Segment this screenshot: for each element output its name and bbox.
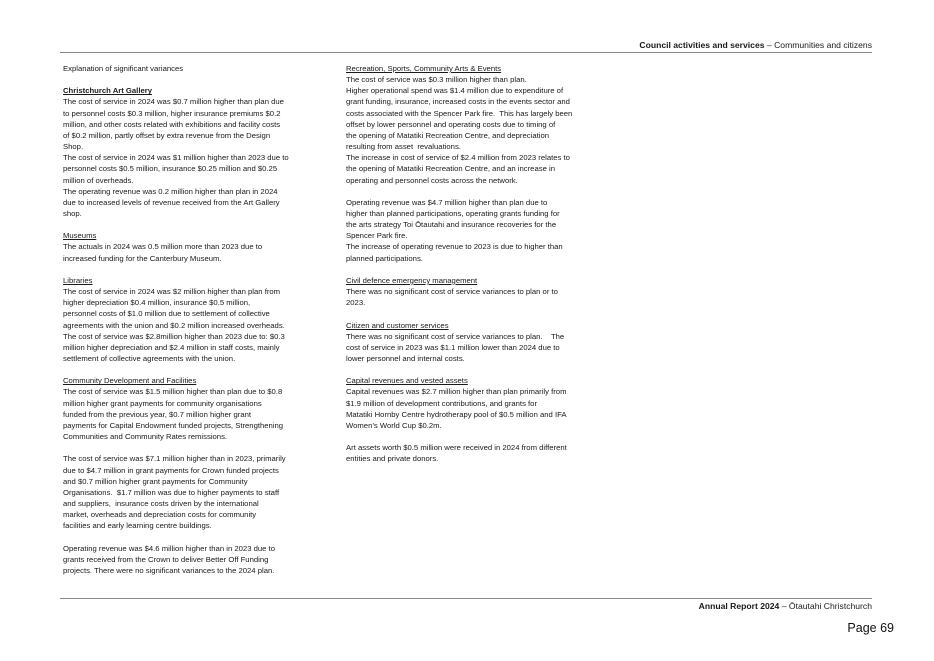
left-column xyxy=(63,63,313,576)
text-line: shop. xyxy=(63,209,82,219)
page-footer xyxy=(60,600,872,612)
intro-heading: Explanation of significant variances xyxy=(63,64,184,73)
text-line: higher than planned participations, operating grants funding for xyxy=(346,209,560,219)
text-line: Women’s World Cup $0.2m. xyxy=(346,420,442,430)
text-line: The cost of service in 2024 was $2 million higher than plan from xyxy=(63,287,281,297)
community-development-para-3 xyxy=(63,543,313,576)
text-line: the opening of Matatiki Recreation Centre, and an increase in xyxy=(346,164,555,174)
text-line: Operating revenue was $4.7 million higher than plan due to xyxy=(346,197,548,207)
community-development-para-1 xyxy=(63,386,313,442)
text-line: The cost of service was $7.1 million higher than in 2023, primarily xyxy=(63,454,286,464)
text-line: grant funding, insurance, increased costs in the events sector and xyxy=(346,97,570,107)
text-line: The cost of service was $0.3 million higher than plan. xyxy=(346,75,527,85)
text-line: The actuals in 2024 was 0.5 million more than 2023 due to xyxy=(63,242,263,252)
text-line: The cost of service in 2024 was $0.7 million higher than plan due xyxy=(63,97,284,107)
text-line: million, and other costs related with exhibitions and facility costs xyxy=(63,119,281,129)
text-line: operating and personnel costs across the network. xyxy=(346,175,518,185)
text-line: The cost of service was $1.5 million higher than plan due to $0.8 xyxy=(63,387,283,397)
text-line: personnel costs of $1.0 million due to settlement of collective xyxy=(63,309,270,319)
header-section: Council activities and services xyxy=(639,40,765,50)
text-line: settlement of collective agreements with the union. xyxy=(63,354,236,364)
community-development-heading: Community Development and Facilities xyxy=(63,376,197,386)
text-line: higher depreciation $0.4 million, insurance $0.5 million, xyxy=(63,298,251,308)
art-gallery-body xyxy=(63,96,313,219)
community-development-para-2 xyxy=(63,453,313,531)
text-line: Spencer Park fire. xyxy=(346,231,408,241)
text-line: and suppliers, insurance costs driven by the international xyxy=(63,499,259,509)
civil-defence-body xyxy=(346,286,596,308)
recreation-para-2 xyxy=(346,197,596,264)
text-line: Operating revenue was $4.6 million higher than in 2023 due to xyxy=(63,543,275,553)
text-line: million of overheads. xyxy=(63,175,134,185)
text-line: The increase of operating revenue to 2023 is due to higher than xyxy=(346,242,563,252)
text-line: Art assets worth $0.5 million were received in 2024 from different xyxy=(346,443,567,453)
text-line: Higher operational spend was $1.4 million due to expenditure of xyxy=(346,86,564,96)
text-line: lower personnel and internal costs. xyxy=(346,354,465,364)
civil-defence-heading: Civil defence emergency management xyxy=(346,275,478,285)
text-line: due to $4.7 million in grant payments for Crown funded projects xyxy=(63,465,279,475)
text-line: planned participations. xyxy=(346,253,423,263)
capital-revenues-para-1 xyxy=(346,386,596,431)
capital-revenues-heading: Capital revenues and vested assets xyxy=(346,376,468,386)
text-line: resulting from asset revaluations. xyxy=(346,142,461,152)
libraries-heading: Libraries xyxy=(63,275,93,285)
text-line: payments for Capital Endowment funded projects, Strengthening xyxy=(63,420,284,430)
text-line: market, overheads and depreciation costs for community xyxy=(63,510,257,520)
recreation-heading: Recreation, Sports, Community Arts & Events xyxy=(346,64,502,73)
text-line: increased funding for the Canterbury Museum. xyxy=(63,253,222,263)
text-line: projects. There were no significant variances to the 2024 plan. xyxy=(63,565,275,575)
text-line: The cost of service was $2.8million higher than 2023 due to: $0.3 xyxy=(63,331,285,341)
text-line: grants received from the Crown to deliver Better Off Funding xyxy=(63,554,269,564)
art-gallery-heading: Christchurch Art Gallery xyxy=(63,86,152,96)
text-line: Organisations. $1.7 million was due to higher payments to staff xyxy=(63,487,280,497)
text-line: $1.9 million of development contributions, and grants for xyxy=(346,398,538,408)
text-line: the arts strategy Toi Ōtautahi and insurance recoveries for the xyxy=(346,220,557,230)
recreation-para-1 xyxy=(346,74,596,186)
text-line: 2023. xyxy=(346,298,366,308)
text-line: to personnel costs $0.3 million, higher insurance premiums $0.2 xyxy=(63,108,281,118)
citizen-services-heading: Citizen and customer services xyxy=(346,320,449,330)
text-line: Shop. xyxy=(63,142,84,152)
text-line: Matatiki Hornby Centre hydrotherapy pool of $0.5 million and IFA xyxy=(346,409,567,419)
right-column xyxy=(346,63,596,465)
capital-revenues-para-2 xyxy=(346,442,596,464)
text-line: and $0.7 million higher grant payments for Community xyxy=(63,476,248,486)
text-line: Capital revenues was $2.7 million higher than plan primarily from xyxy=(346,387,567,397)
text-line: facilities and early learning centre buildings. xyxy=(63,521,212,531)
text-line: million higher grant payments for community organisations xyxy=(63,398,262,408)
footer-report: Annual Report 2024 xyxy=(698,601,780,611)
header-subsection: Communities and citizens xyxy=(774,40,872,50)
text-line: Communities and Community Rates remissions. xyxy=(63,432,228,442)
text-line: costs associated with the Spencer Park fire. This has largely been xyxy=(346,108,573,118)
text-line: The cost of service in 2024 was $1 million higher than 2023 due to xyxy=(63,153,289,163)
museums-heading: Museums xyxy=(63,231,97,241)
footer-separator: – xyxy=(779,601,789,611)
footer-rule xyxy=(60,598,872,599)
text-line: There was no significant cost of service variances to plan or to xyxy=(346,287,558,297)
museums-body xyxy=(63,241,313,263)
text-line: funded from the previous year, $0.7 million higher grant xyxy=(63,409,252,419)
text-line: due to increased levels of revenue received from the Art Gallery xyxy=(63,197,280,207)
text-line: There was no significant cost of service variances to plan. The xyxy=(346,331,565,341)
footer-city: Ōtautahi Christchurch xyxy=(788,601,872,611)
text-line: personnel costs $0.5 million, insurance $0.25 million and $0.25 xyxy=(63,164,278,174)
page-number: Page 69 xyxy=(847,621,894,635)
header-rule xyxy=(60,52,872,53)
citizen-services-body xyxy=(346,331,596,364)
text-line: of $0.2 million, partly offset by extra revenue from the Design xyxy=(63,130,271,140)
text-line: The operating revenue was 0.2 million higher than plan in 2024 xyxy=(63,186,278,196)
page-header xyxy=(60,39,872,51)
text-line: The increase in cost of service of $2.4 million from 2023 relates to xyxy=(346,153,570,163)
libraries-body xyxy=(63,286,313,364)
text-line: agreements with the union and $0.2 million increased overheads. xyxy=(63,320,285,330)
text-line: the opening of Matatiki Recreation Centre, and depreciation xyxy=(346,130,549,140)
text-line: million higher depreciation and $2.4 million in staff costs, mainly xyxy=(63,342,280,352)
text-line: entities and private donors. xyxy=(346,454,439,464)
text-line: offset by lower personnel and operating costs due to timing of xyxy=(346,119,556,129)
text-line: cost of service in 2023 was $1.1 million lower than 2024 due to xyxy=(346,342,560,352)
header-separator: – xyxy=(764,40,775,50)
